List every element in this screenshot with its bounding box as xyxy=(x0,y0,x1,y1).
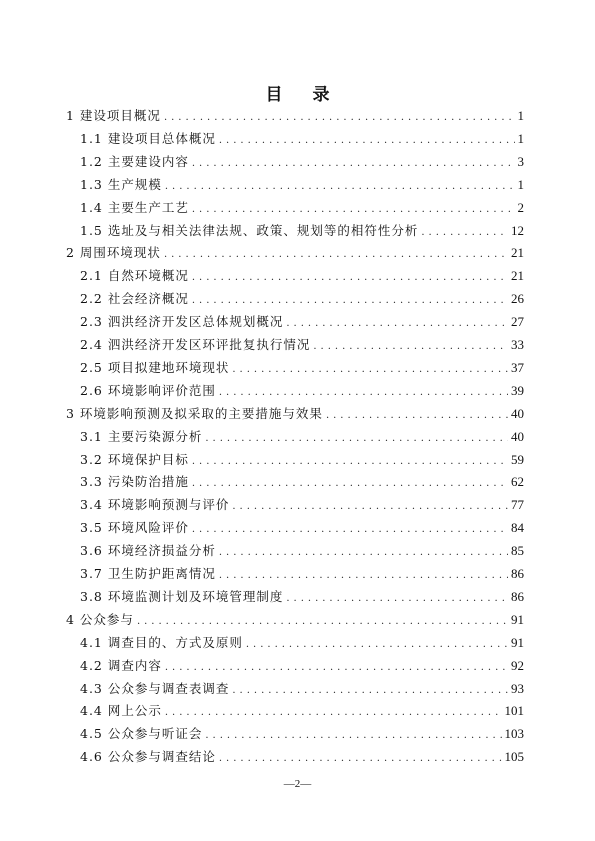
toc-entry-page-number: 59 xyxy=(511,451,524,467)
toc-dot-leader xyxy=(192,153,515,175)
toc-entry-label: 1.5 选址及与相关法律法规、政策、规划等的相符性分析 xyxy=(80,222,419,238)
toc-dot-leader xyxy=(165,657,508,679)
toc-entry[interactable] xyxy=(66,242,524,264)
toc-entry-label: 3.1 主要污染源分析 xyxy=(80,428,203,444)
toc-dot-leader xyxy=(164,244,508,266)
toc-dot-leader xyxy=(219,748,502,770)
page-number-footer: —2— xyxy=(283,778,312,790)
toc-entry[interactable] xyxy=(80,128,524,150)
toc-dot-leader xyxy=(192,199,515,221)
toc-entry[interactable] xyxy=(80,151,524,173)
toc-entry-label: 2 周围环境现状 xyxy=(66,245,161,261)
toc-entry[interactable] xyxy=(80,449,524,471)
toc-dot-leader xyxy=(219,382,508,404)
toc-entry-page-number: 21 xyxy=(511,268,524,284)
toc-entry[interactable] xyxy=(80,494,524,516)
toc-entry-label: 2.3 泗洪经济开发区总体规划概况 xyxy=(80,314,284,330)
toc-entry-page-number: 105 xyxy=(504,749,524,765)
toc-dot-leader xyxy=(165,176,515,198)
toc-entry[interactable] xyxy=(80,746,524,768)
toc-entry-page-number: 37 xyxy=(511,359,524,375)
toc-entry[interactable] xyxy=(80,426,524,448)
toc-entry-page-number: 27 xyxy=(511,314,524,330)
toc-entry[interactable] xyxy=(80,380,524,402)
toc-dot-leader xyxy=(232,496,508,518)
toc-dot-leader xyxy=(137,611,508,633)
toc-entry-page-number: 21 xyxy=(511,245,524,261)
toc-entry-label: 3.4 环境影响预测与评价 xyxy=(80,497,230,513)
toc-dot-leader xyxy=(286,588,508,610)
toc-entry-label: 1.4 主要生产工艺 xyxy=(80,199,189,215)
toc-entry-page-number: 93 xyxy=(511,680,524,696)
toc-entry-page-number: 12 xyxy=(511,222,524,238)
toc-entry-label: 3.6 环境经济损益分析 xyxy=(80,543,216,559)
toc-entry[interactable] xyxy=(66,609,524,631)
toc-entry-page-number: 101 xyxy=(504,703,524,719)
toc-entry-label: 1.2 主要建设内容 xyxy=(80,153,189,169)
toc-entry-page-number: 91 xyxy=(511,634,524,650)
toc-entry-label: 3.5 环境风险评价 xyxy=(80,520,189,536)
toc-entry[interactable] xyxy=(80,311,524,333)
toc-dot-leader xyxy=(421,222,508,244)
toc-entry[interactable] xyxy=(80,174,524,196)
toc-entry[interactable] xyxy=(80,586,524,608)
toc-entry-label: 2.4 泗洪经济开发区环评批复执行情况 xyxy=(80,337,311,352)
toc-entry-label: 4.2 调查内容 xyxy=(80,657,162,673)
toc-dot-leader xyxy=(246,634,508,656)
toc-entry-label: 2.6 环境影响评价范围 xyxy=(80,382,216,398)
toc-entry[interactable] xyxy=(80,471,524,493)
toc-dot-leader xyxy=(286,313,508,335)
toc-entry-page-number: 84 xyxy=(511,520,524,536)
toc-entry-label: 4.4 网上公示 xyxy=(80,703,162,719)
toc-entry-label: 3.2 环境保护目标 xyxy=(80,451,189,467)
toc-dot-leader xyxy=(313,336,508,358)
toc-entry-page-number: 103 xyxy=(504,726,524,742)
toc-entry[interactable] xyxy=(66,403,524,425)
toc-entry-label: 2.2 社会经济概况 xyxy=(80,291,189,307)
toc-entry-label: 4 公众参与 xyxy=(66,611,134,627)
toc-entry-label: 3.7 卫生防护距离情况 xyxy=(80,566,216,581)
toc-entry-page-number: 40 xyxy=(511,405,524,421)
toc-entry-label: 1 建设项目概况 xyxy=(66,108,161,123)
toc-entry-page-number: 1 xyxy=(517,176,524,192)
toc-entry-label: 2.1 自然环境概况 xyxy=(80,268,189,284)
toc-entry-page-number: 3 xyxy=(517,153,524,169)
toc-entry-page-number: 62 xyxy=(511,474,524,490)
toc-entry[interactable] xyxy=(80,517,524,539)
toc-entry-page-number: 40 xyxy=(511,428,524,444)
toc-dot-leader xyxy=(192,473,508,495)
toc-entry[interactable] xyxy=(80,334,524,356)
toc-entry[interactable] xyxy=(80,288,524,310)
page-title: 目 录 xyxy=(265,85,342,105)
toc-entry-page-number: 2 xyxy=(517,199,524,215)
toc-entry[interactable] xyxy=(80,357,524,379)
toc-dot-leader xyxy=(192,519,508,541)
toc-dot-leader xyxy=(232,680,508,702)
toc-dot-leader xyxy=(205,428,508,450)
toc-entry-label: 4.5 公众参与听证会 xyxy=(80,726,203,742)
toc-dot-leader xyxy=(219,130,515,152)
toc-entry[interactable] xyxy=(80,632,524,654)
toc-entry-page-number: 85 xyxy=(511,543,524,559)
toc-dot-leader xyxy=(192,290,508,312)
toc-entry-page-number: 1 xyxy=(517,108,524,123)
toc-entry[interactable] xyxy=(80,563,524,585)
toc-dot-leader xyxy=(192,267,508,289)
toc-entry-page-number: 92 xyxy=(511,657,524,673)
toc-dot-leader xyxy=(165,702,502,724)
toc-entry[interactable] xyxy=(80,655,524,677)
toc-entry-page-number: 77 xyxy=(511,497,524,513)
toc-dot-leader xyxy=(232,359,508,381)
toc-entry[interactable] xyxy=(80,540,524,562)
toc-entry-page-number: 86 xyxy=(511,588,524,604)
toc-entry-page-number: 91 xyxy=(511,611,524,627)
toc-entry[interactable] xyxy=(80,220,524,242)
toc-entry-page-number: 26 xyxy=(511,291,524,307)
toc-entry-label: 3.8 环境监测计划及环境管理制度 xyxy=(80,588,284,604)
toc-entry-label: 1.3 生产规模 xyxy=(80,176,162,192)
toc-dot-leader xyxy=(219,565,508,587)
toc-entry-page-number: 86 xyxy=(511,566,524,581)
toc-entry[interactable] xyxy=(80,723,524,745)
toc-entry-page-number: 1 xyxy=(517,130,524,146)
toc-entry-page-number: 33 xyxy=(511,337,524,352)
toc-entry[interactable] xyxy=(80,678,524,700)
toc-entry-label: 3.3 污染防治措施 xyxy=(80,474,189,490)
toc-entry[interactable] xyxy=(80,265,524,287)
toc-entry-label: 4.6 公众参与调查结论 xyxy=(80,749,216,765)
toc-entry[interactable] xyxy=(80,197,524,219)
toc-dot-leader xyxy=(219,542,508,564)
toc-dot-leader xyxy=(192,451,508,473)
toc-entry-label: 4.3 公众参与调查表调查 xyxy=(80,680,230,696)
toc-entry-label: 4.1 调查目的、方式及原则 xyxy=(80,634,243,650)
toc-entry[interactable] xyxy=(80,700,524,722)
toc-dot-leader xyxy=(205,725,501,747)
toc-entry-label: 2.5 项目拟建地环境现状 xyxy=(80,359,230,375)
toc-entry-page-number: 39 xyxy=(511,382,524,398)
toc-entry-label: 3 环境影响预测及拟采取的主要措施与效果 xyxy=(66,405,323,421)
toc-entry-label: 1.1 建设项目总体概况 xyxy=(80,130,216,146)
toc-dot-leader xyxy=(326,405,508,427)
toc-entry[interactable] xyxy=(66,105,524,127)
toc-dot-leader xyxy=(164,107,515,129)
